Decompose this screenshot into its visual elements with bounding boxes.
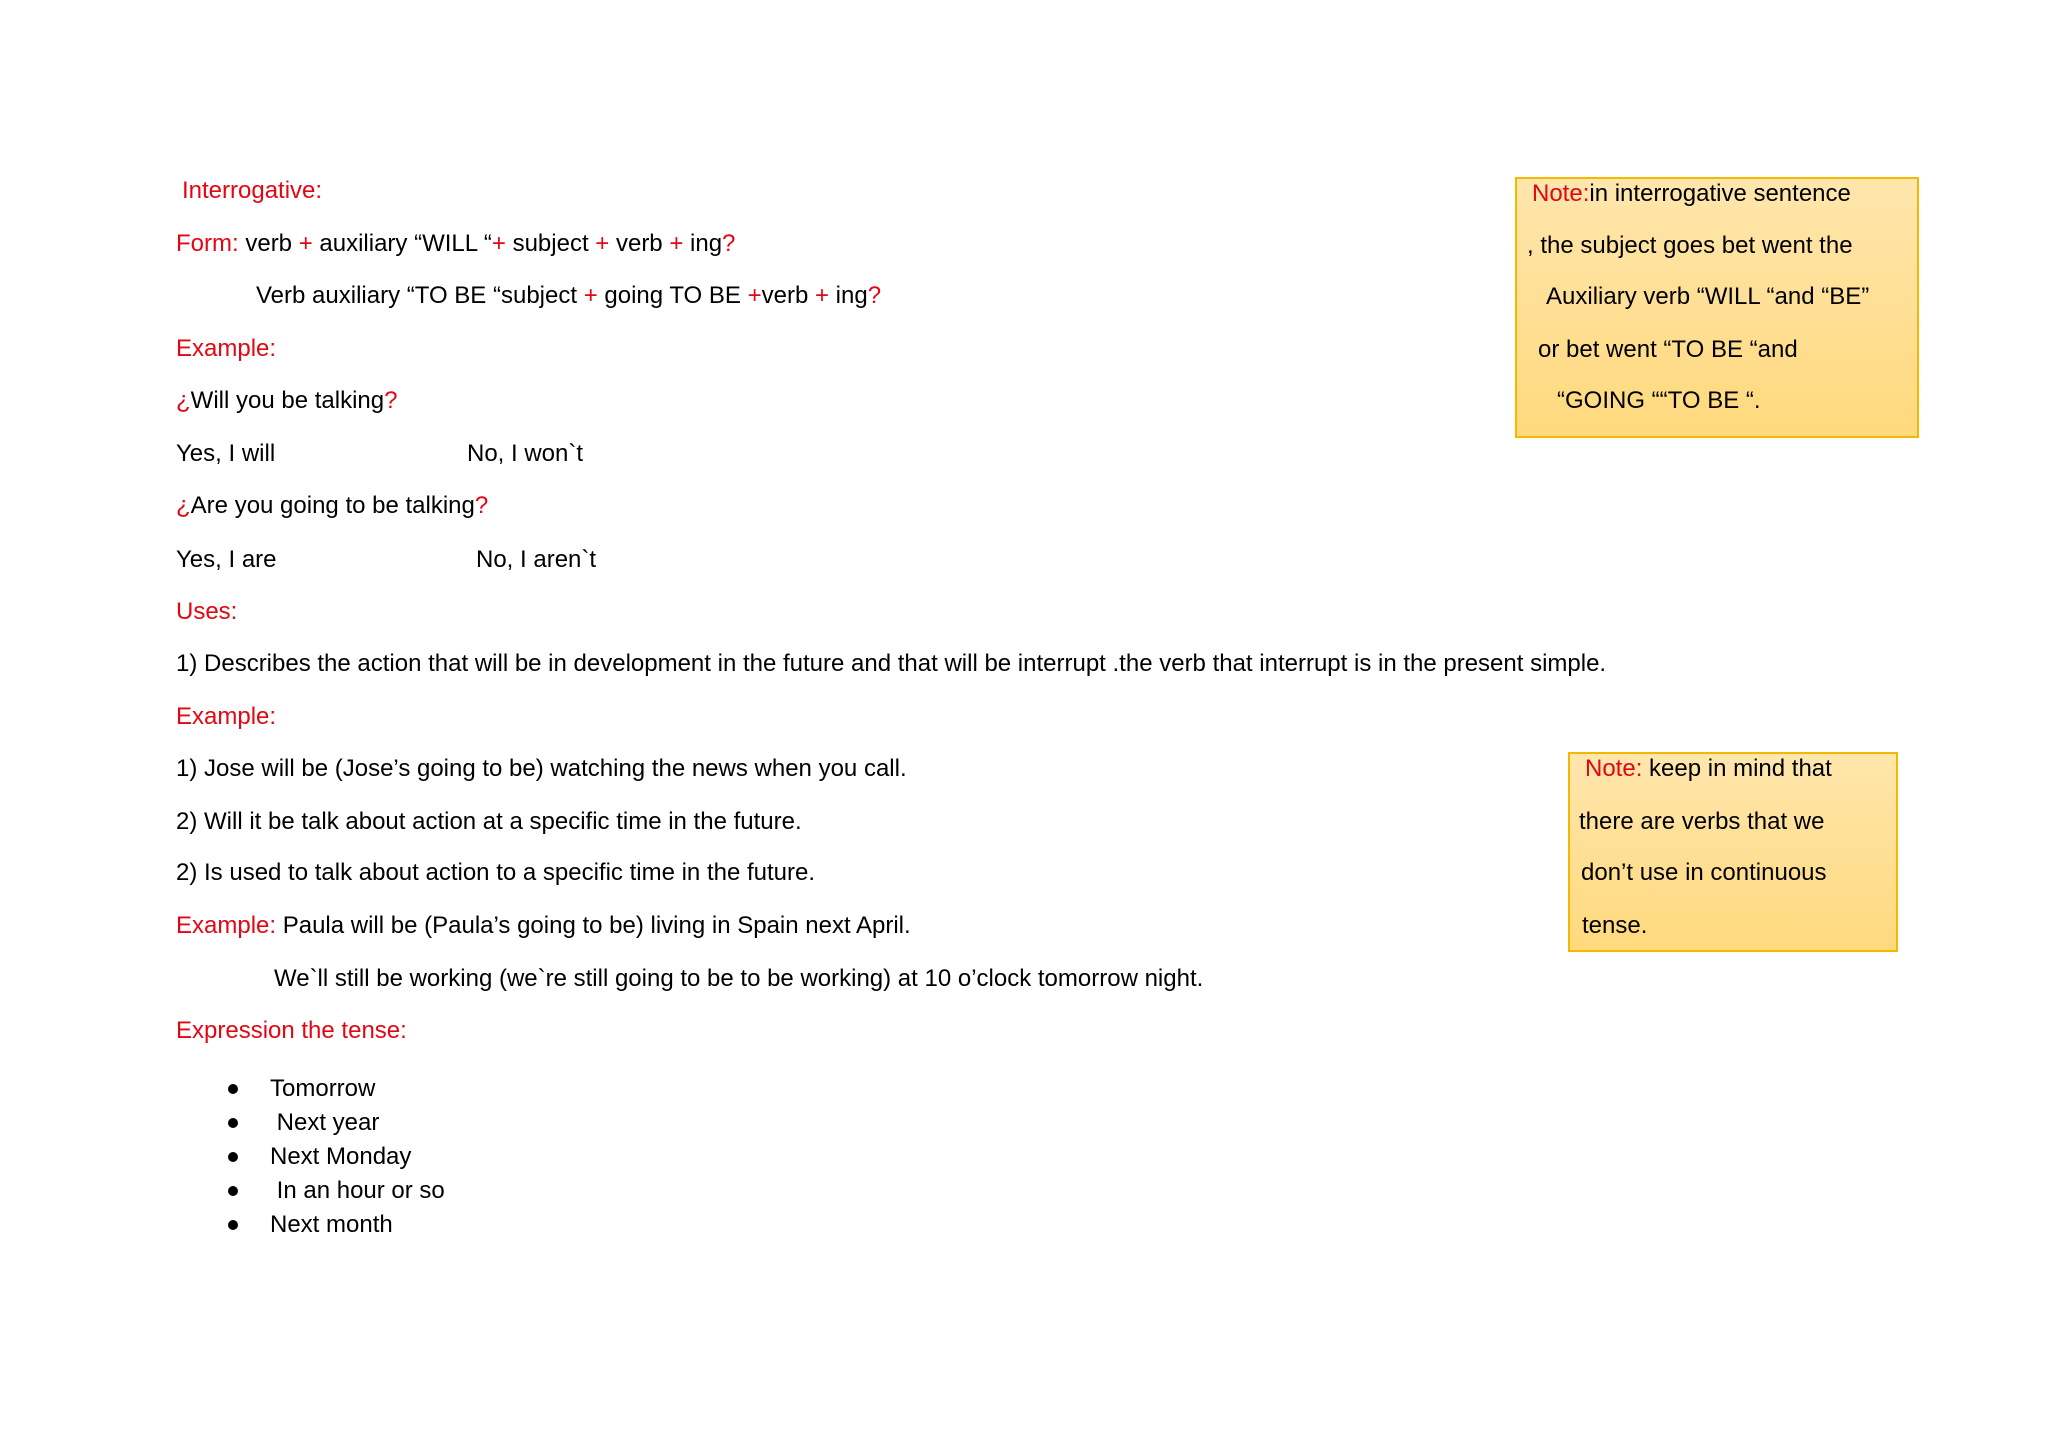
plus-sign: + — [669, 230, 684, 257]
uses-example-label: Example: — [176, 703, 277, 730]
question-text: Are you going to be talking — [190, 492, 475, 519]
form2-part: Verb auxiliary “TO BE “subject — [256, 282, 578, 309]
form2-part: going TO BE — [604, 282, 741, 309]
list-item — [228, 1106, 445, 1140]
uses-heading: Uses: — [176, 598, 238, 625]
uses-example-1: 1) Jose will be (Jose’s going to be) watching the news when you call. — [176, 755, 907, 782]
form1-part: verb — [245, 230, 293, 257]
expressions-list — [228, 1072, 445, 1242]
note-line: Auxiliary verb “WILL “and “BE” — [1546, 283, 1870, 310]
form1-part: auxiliary “WILL “ — [319, 230, 492, 257]
plus-sign: + — [491, 230, 506, 257]
inverted-question-mark: ¿ — [176, 492, 191, 519]
list-item-text: Next Monday — [270, 1143, 412, 1170]
note-line: don’t use in continuous — [1581, 859, 1827, 886]
note-text: keep in mind that — [1649, 755, 1832, 782]
uses-example-3: 2) Is used to talk about action to a specific time in the future. — [176, 859, 816, 886]
note-line: , the subject goes bet went the — [1527, 232, 1853, 259]
note-line: “GOING ““TO BE “. — [1557, 387, 1761, 414]
plus-sign: + — [595, 230, 610, 257]
question-going — [176, 491, 488, 521]
note-line: or bet went “TO BE “and — [1538, 336, 1798, 363]
question-mark: ? — [384, 387, 398, 414]
form-line-going — [256, 281, 881, 311]
list-item — [228, 1174, 445, 1208]
question-mark: ? — [474, 492, 489, 519]
note-line — [1532, 179, 1851, 209]
note-line: tense. — [1582, 912, 1648, 939]
form2-part: verb — [761, 282, 809, 309]
answer-no-are: No, I aren`t — [476, 546, 597, 573]
plus-sign: + — [747, 282, 762, 309]
uses-example-4 — [176, 911, 911, 941]
list-item — [228, 1072, 445, 1106]
list-item — [228, 1208, 445, 1242]
note-label: Note: — [1585, 755, 1643, 782]
plus-sign: + — [298, 230, 313, 257]
expressions-heading: Expression the tense: — [176, 1017, 407, 1044]
list-item-text: Next month — [270, 1211, 393, 1238]
uses-item-1: 1) Describes the action that will be in development in the future and that will be interrupt .the verb that interrupt is in the present simple. — [176, 650, 1607, 677]
interrogative-heading: Interrogative: — [182, 177, 323, 204]
bullet-icon — [228, 1152, 238, 1162]
list-item — [228, 1140, 445, 1174]
bullet-icon — [228, 1186, 238, 1196]
form1-part: ing — [690, 230, 723, 257]
form-line-will — [176, 229, 735, 259]
answer-yes-will: Yes, I will — [176, 440, 276, 467]
form1-part: subject — [512, 230, 589, 257]
question-text: Will you be talking — [190, 387, 385, 414]
bullet-icon — [228, 1220, 238, 1230]
note-line: there are verbs that we — [1579, 808, 1825, 835]
form2-part: ing — [835, 282, 868, 309]
example-text: Paula will be (Paula’s going to be) living in Spain next April. — [282, 912, 911, 939]
uses-example-2: 2) Will it be talk about action at a specific time in the future. — [176, 808, 802, 835]
uses-example-5: We`ll still be working (we`re still going to be to be working) at 10 o’clock tomorrow night. — [274, 965, 1204, 992]
question-will — [176, 386, 397, 416]
plus-sign: + — [583, 282, 598, 309]
list-item-text: Tomorrow — [270, 1075, 376, 1102]
list-item-text: Next year — [270, 1109, 380, 1136]
answer-yes-are: Yes, I are — [176, 546, 277, 573]
question-mark: ? — [867, 282, 882, 309]
list-item-text: In an hour or so — [270, 1177, 445, 1204]
note-text: in interrogative sentence — [1589, 180, 1851, 207]
form-label: Form: — [176, 230, 239, 257]
note-box-continuous — [1568, 752, 1898, 952]
example-label: Example: — [176, 912, 277, 939]
note-line — [1585, 754, 1832, 784]
question-mark: ? — [722, 230, 736, 257]
answer-no-will: No, I won`t — [467, 440, 584, 467]
note-label: Note: — [1532, 180, 1590, 207]
bullet-icon — [228, 1118, 238, 1128]
inverted-question-mark: ¿ — [176, 387, 191, 414]
bullet-icon — [228, 1084, 238, 1094]
note-box-interrogative — [1515, 177, 1919, 438]
example-label: Example: — [176, 335, 277, 362]
form1-part: verb — [615, 230, 663, 257]
plus-sign: + — [814, 282, 829, 309]
